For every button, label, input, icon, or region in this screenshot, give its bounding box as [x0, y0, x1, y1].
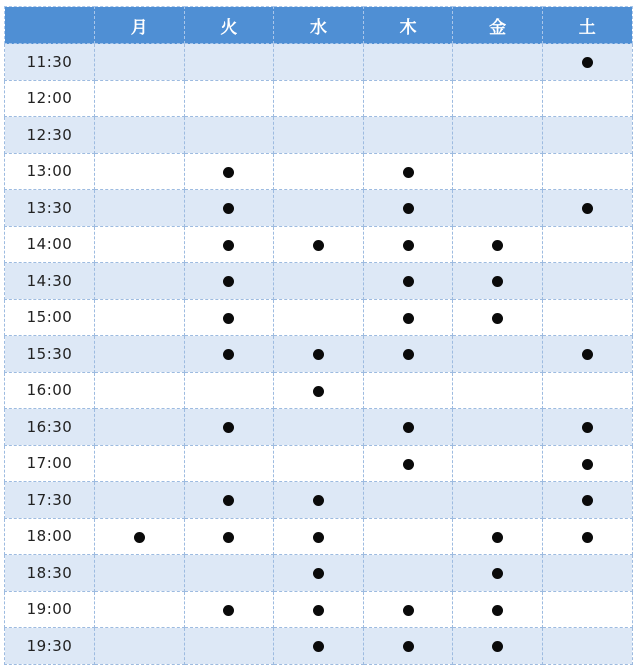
time-slot-label: 14:00 — [5, 226, 95, 263]
available-dot-icon — [223, 276, 234, 287]
available-dot-icon — [492, 532, 503, 543]
slot-cell-wed — [274, 226, 364, 263]
slot-cell-wed — [274, 372, 364, 409]
available-dot-icon — [313, 386, 324, 397]
slot-cell-tue — [184, 226, 274, 263]
available-dot-icon — [403, 459, 414, 470]
slot-cell-fri — [453, 409, 543, 446]
slot-cell-sat — [542, 226, 632, 263]
slot-cell-fri — [453, 482, 543, 519]
time-slot-label: 17:00 — [5, 445, 95, 482]
available-dot-icon — [403, 605, 414, 616]
slot-cell-wed — [274, 628, 364, 665]
slot-cell-mon — [95, 299, 185, 336]
header-day-tue: 火 — [184, 7, 274, 44]
time-slot-label: 16:30 — [5, 409, 95, 446]
slot-cell-wed — [274, 153, 364, 190]
slot-cell-fri — [453, 190, 543, 227]
slot-cell-thu — [363, 591, 453, 628]
slot-cell-wed — [274, 555, 364, 592]
time-slot-label: 19:30 — [5, 628, 95, 665]
available-dot-icon — [403, 349, 414, 360]
available-dot-icon — [313, 568, 324, 579]
header-day-thu: 木 — [363, 7, 453, 44]
available-dot-icon — [313, 532, 324, 543]
slot-cell-wed — [274, 482, 364, 519]
table-row — [5, 372, 633, 409]
slot-cell-thu — [363, 44, 453, 81]
slot-cell-wed — [274, 591, 364, 628]
slot-cell-tue — [184, 628, 274, 665]
available-dot-icon — [223, 605, 234, 616]
available-dot-icon — [313, 495, 324, 506]
header-day-mon: 月 — [95, 7, 185, 44]
slot-cell-sat — [542, 117, 632, 154]
schedule-body — [5, 44, 633, 665]
slot-cell-fri — [453, 336, 543, 373]
slot-cell-tue — [184, 518, 274, 555]
available-dot-icon — [403, 641, 414, 652]
slot-cell-wed — [274, 336, 364, 373]
available-dot-icon — [582, 459, 593, 470]
slot-cell-fri — [453, 117, 543, 154]
slot-cell-thu — [363, 518, 453, 555]
slot-cell-wed — [274, 299, 364, 336]
slot-cell-tue — [184, 372, 274, 409]
slot-cell-fri — [453, 555, 543, 592]
header-day-sat: 土 — [542, 7, 632, 44]
table-row — [5, 628, 633, 665]
time-slot-label: 19:00 — [5, 591, 95, 628]
slot-cell-thu — [363, 190, 453, 227]
slot-cell-wed — [274, 44, 364, 81]
available-dot-icon — [492, 605, 503, 616]
time-slot-label: 18:00 — [5, 518, 95, 555]
slot-cell-sat — [542, 628, 632, 665]
slot-cell-mon — [95, 518, 185, 555]
slot-cell-mon — [95, 336, 185, 373]
available-dot-icon — [223, 495, 234, 506]
table-row — [5, 482, 633, 519]
header-day-wed: 水 — [274, 7, 364, 44]
available-dot-icon — [582, 57, 593, 68]
available-dot-icon — [134, 532, 145, 543]
availability-schedule-table — [4, 6, 633, 665]
available-dot-icon — [223, 313, 234, 324]
slot-cell-fri — [453, 445, 543, 482]
available-dot-icon — [223, 532, 234, 543]
time-slot-label: 15:00 — [5, 299, 95, 336]
slot-cell-wed — [274, 445, 364, 482]
table-row — [5, 518, 633, 555]
slot-cell-fri — [453, 44, 543, 81]
available-dot-icon — [582, 203, 593, 214]
schedule-container — [4, 6, 633, 665]
available-dot-icon — [492, 313, 503, 324]
available-dot-icon — [403, 167, 414, 178]
slot-cell-thu — [363, 555, 453, 592]
slot-cell-sat — [542, 555, 632, 592]
slot-cell-sat — [542, 445, 632, 482]
slot-cell-fri — [453, 263, 543, 300]
slot-cell-mon — [95, 226, 185, 263]
slot-cell-thu — [363, 117, 453, 154]
slot-cell-tue — [184, 591, 274, 628]
available-dot-icon — [223, 203, 234, 214]
slot-cell-mon — [95, 117, 185, 154]
slot-cell-tue — [184, 336, 274, 373]
slot-cell-sat — [542, 409, 632, 446]
slot-cell-mon — [95, 44, 185, 81]
table-row — [5, 445, 633, 482]
available-dot-icon — [582, 422, 593, 433]
slot-cell-wed — [274, 518, 364, 555]
time-slot-label: 13:00 — [5, 153, 95, 190]
table-row — [5, 263, 633, 300]
available-dot-icon — [223, 240, 234, 251]
time-slot-label: 12:30 — [5, 117, 95, 154]
slot-cell-wed — [274, 263, 364, 300]
slot-cell-wed — [274, 190, 364, 227]
available-dot-icon — [313, 605, 324, 616]
slot-cell-mon — [95, 153, 185, 190]
slot-cell-fri — [453, 226, 543, 263]
slot-cell-tue — [184, 44, 274, 81]
slot-cell-tue — [184, 555, 274, 592]
slot-cell-thu — [363, 482, 453, 519]
table-row — [5, 226, 633, 263]
slot-cell-mon — [95, 372, 185, 409]
slot-cell-thu — [363, 153, 453, 190]
slot-cell-mon — [95, 263, 185, 300]
slot-cell-mon — [95, 445, 185, 482]
available-dot-icon — [492, 641, 503, 652]
slot-cell-fri — [453, 372, 543, 409]
available-dot-icon — [223, 422, 234, 433]
slot-cell-mon — [95, 482, 185, 519]
slot-cell-mon — [95, 190, 185, 227]
slot-cell-fri — [453, 628, 543, 665]
slot-cell-fri — [453, 80, 543, 117]
table-row — [5, 117, 633, 154]
available-dot-icon — [492, 568, 503, 579]
table-row — [5, 409, 633, 446]
available-dot-icon — [582, 532, 593, 543]
slot-cell-sat — [542, 482, 632, 519]
header-row — [5, 7, 633, 44]
time-slot-label: 12:00 — [5, 80, 95, 117]
slot-cell-tue — [184, 153, 274, 190]
slot-cell-mon — [95, 628, 185, 665]
slot-cell-sat — [542, 299, 632, 336]
slot-cell-sat — [542, 518, 632, 555]
slot-cell-wed — [274, 80, 364, 117]
header-corner-cell — [5, 7, 95, 44]
slot-cell-wed — [274, 117, 364, 154]
slot-cell-thu — [363, 226, 453, 263]
slot-cell-tue — [184, 80, 274, 117]
available-dot-icon — [582, 495, 593, 506]
slot-cell-thu — [363, 299, 453, 336]
slot-cell-tue — [184, 445, 274, 482]
available-dot-icon — [403, 203, 414, 214]
time-slot-label: 18:30 — [5, 555, 95, 592]
time-slot-label: 13:30 — [5, 190, 95, 227]
slot-cell-sat — [542, 153, 632, 190]
slot-cell-sat — [542, 263, 632, 300]
slot-cell-sat — [542, 336, 632, 373]
available-dot-icon — [223, 167, 234, 178]
slot-cell-fri — [453, 518, 543, 555]
slot-cell-sat — [542, 591, 632, 628]
table-row — [5, 591, 633, 628]
table-row — [5, 555, 633, 592]
time-slot-label: 14:30 — [5, 263, 95, 300]
slot-cell-mon — [95, 409, 185, 446]
slot-cell-sat — [542, 190, 632, 227]
slot-cell-tue — [184, 117, 274, 154]
slot-cell-tue — [184, 482, 274, 519]
table-row — [5, 80, 633, 117]
slot-cell-tue — [184, 263, 274, 300]
available-dot-icon — [403, 422, 414, 433]
time-slot-label: 17:30 — [5, 482, 95, 519]
slot-cell-mon — [95, 555, 185, 592]
slot-cell-fri — [453, 591, 543, 628]
slot-cell-thu — [363, 336, 453, 373]
slot-cell-fri — [453, 153, 543, 190]
slot-cell-wed — [274, 409, 364, 446]
slot-cell-thu — [363, 263, 453, 300]
available-dot-icon — [313, 240, 324, 251]
slot-cell-thu — [363, 445, 453, 482]
slot-cell-sat — [542, 80, 632, 117]
table-row — [5, 44, 633, 81]
available-dot-icon — [313, 349, 324, 360]
slot-cell-tue — [184, 299, 274, 336]
slot-cell-thu — [363, 628, 453, 665]
slot-cell-sat — [542, 372, 632, 409]
available-dot-icon — [313, 641, 324, 652]
available-dot-icon — [223, 349, 234, 360]
table-row — [5, 299, 633, 336]
slot-cell-mon — [95, 80, 185, 117]
available-dot-icon — [403, 313, 414, 324]
available-dot-icon — [492, 276, 503, 287]
slot-cell-thu — [363, 409, 453, 446]
table-row — [5, 336, 633, 373]
time-slot-label: 16:00 — [5, 372, 95, 409]
available-dot-icon — [403, 240, 414, 251]
available-dot-icon — [582, 349, 593, 360]
available-dot-icon — [403, 276, 414, 287]
available-dot-icon — [492, 240, 503, 251]
table-row — [5, 190, 633, 227]
slot-cell-tue — [184, 409, 274, 446]
time-slot-label: 15:30 — [5, 336, 95, 373]
slot-cell-tue — [184, 190, 274, 227]
table-row — [5, 153, 633, 190]
slot-cell-fri — [453, 299, 543, 336]
slot-cell-sat — [542, 44, 632, 81]
header-day-fri: 金 — [453, 7, 543, 44]
slot-cell-thu — [363, 80, 453, 117]
time-slot-label: 11:30 — [5, 44, 95, 81]
slot-cell-thu — [363, 372, 453, 409]
slot-cell-mon — [95, 591, 185, 628]
